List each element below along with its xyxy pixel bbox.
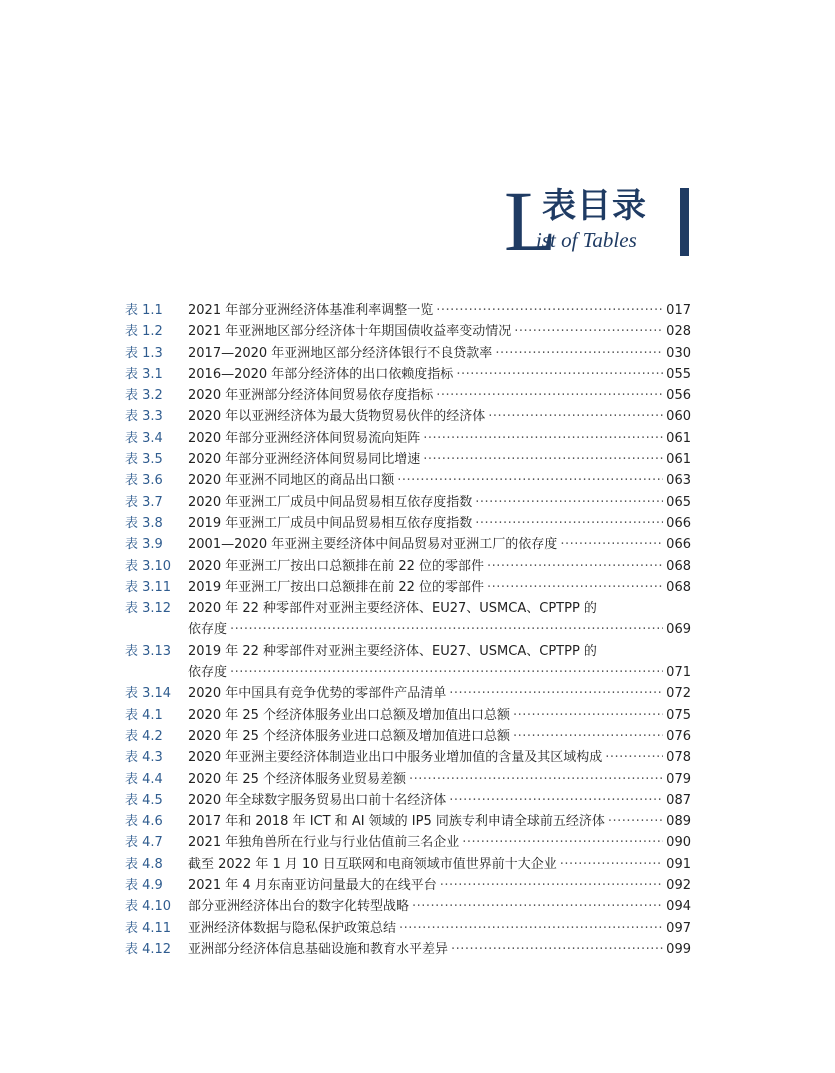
- toc-entry-title: 依存度: [188, 665, 228, 681]
- toc-entry[interactable]: [125, 811, 691, 832]
- toc-leader-dots: [513, 726, 663, 747]
- toc-entry-title: 2020 年以亚洲经济体为最大货物贸易伙伴的经济体: [188, 409, 486, 425]
- toc-leader-dots: [605, 747, 663, 768]
- toc-entry[interactable]: [125, 556, 691, 577]
- toc-entry-number: 表 3.8: [125, 515, 163, 531]
- toc-entry-number: 表 3.5: [125, 452, 163, 468]
- toc-entry-title: 2020 年 22 种零部件对亚洲主要经济体、EU27、USMCA、CPTPP 的: [188, 601, 597, 617]
- toc-entry-title: 2020 年部分亚洲经济体间贸易流向矩阵: [188, 430, 421, 446]
- toc-entry-number: 表 4.7: [125, 835, 163, 851]
- toc-entry[interactable]: [125, 300, 691, 321]
- toc-leader-dots: [560, 854, 663, 875]
- toc-leader-dots: [423, 449, 663, 470]
- toc-entry[interactable]: [125, 577, 691, 598]
- toc-entry-number: 表 4.4: [125, 771, 163, 787]
- toc-leader-dots: [397, 470, 663, 491]
- toc-entry[interactable]: [125, 598, 691, 641]
- toc-leader-dots: [514, 321, 663, 342]
- toc-leader-dots: [475, 513, 663, 534]
- toc-leader-dots: [487, 556, 663, 577]
- toc-entry-page: 066: [666, 515, 691, 531]
- toc-entry-number: 表 3.4: [125, 430, 163, 446]
- toc-entry-number: 表 3.3: [125, 409, 163, 425]
- toc-entry-title: 2021 年部分亚洲经济体基准利率调整一览: [188, 303, 434, 318]
- toc-entry-page: 071: [666, 665, 691, 681]
- toc-entry-title: 2001—2020 年亚洲主要经济体中间品贸易对亚洲工厂的依存度: [188, 537, 558, 553]
- toc-leader-dots: [560, 534, 663, 555]
- heading-title-en: ist of Tables: [536, 228, 637, 252]
- toc-leader-dots: [449, 683, 663, 704]
- toc-entry-page: 065: [666, 494, 691, 510]
- toc-entry[interactable]: [125, 705, 691, 726]
- toc-entry-title: 2016—2020 年部分经济体的出口依赖度指标: [188, 366, 454, 382]
- toc-entry[interactable]: [125, 939, 691, 960]
- toc-entry-page: 072: [666, 686, 691, 702]
- toc-entry-number: 表 4.9: [125, 878, 163, 894]
- toc-entry[interactable]: [125, 513, 691, 534]
- heading-decorative-letter: L: [504, 173, 557, 269]
- toc-entry-title: 2019 年亚洲工厂按出口总额排在前 22 位的零部件: [188, 579, 485, 595]
- toc-entry[interactable]: [125, 790, 691, 811]
- toc-entry-number: 表 3.14: [125, 686, 172, 702]
- toc-entry-title: 2019 年 22 种零部件对亚洲主要经济体、EU27、USMCA、CPTPP 的: [188, 643, 597, 659]
- toc-entry-title: 2017—2020 年亚洲地区部分经济体银行不良贷款率: [188, 345, 493, 361]
- toc-leader-dots: [436, 385, 663, 406]
- toc-entry-title: 亚洲经济体数据与隐私保护政策总结: [188, 920, 397, 936]
- toc-entry[interactable]: [125, 747, 691, 768]
- toc-leader-dots: [436, 300, 663, 321]
- toc-entry-title: 2020 年亚洲不同地区的商品出口额: [188, 473, 395, 489]
- toc-entry[interactable]: [125, 896, 691, 917]
- toc-entry-number: 表 3.6: [125, 473, 163, 489]
- toc-leader-dots: [230, 619, 663, 640]
- toc-leader-dots: [488, 406, 663, 427]
- toc-entry-number: 表 4.10: [125, 899, 172, 915]
- toc-entry-page: 091: [666, 856, 691, 872]
- toc-entry-title: 部分亚洲经济体出台的数字化转型战略: [188, 899, 410, 915]
- toc-entry-title: 亚洲部分经济体信息基础设施和教育水平差异: [188, 941, 449, 957]
- toc-entry[interactable]: [125, 683, 691, 704]
- toc-leader-dots: [449, 790, 663, 811]
- toc-entry-number: 表 3.2: [125, 388, 163, 404]
- toc-entry-number: 表 1.3: [125, 345, 163, 361]
- toc-entry-title: 2020 年全球数字服务贸易出口前十名经济体: [188, 792, 447, 808]
- toc-leader-dots: [475, 492, 663, 513]
- toc-entry[interactable]: [125, 428, 691, 449]
- toc-entry-page: 063: [666, 473, 691, 489]
- table-list: [125, 300, 691, 960]
- toc-leader-dots: [423, 428, 663, 449]
- toc-entry[interactable]: [125, 832, 691, 853]
- heading-accent-bar: [680, 188, 689, 256]
- toc-entry-title: 2019 年亚洲工厂成员中间品贸易相互依存度指数: [188, 515, 473, 531]
- toc-entry-page: 017: [666, 303, 691, 318]
- toc-entry[interactable]: [125, 854, 691, 875]
- toc-entry-number: 表 3.11: [125, 579, 172, 595]
- toc-entry-page: 094: [666, 899, 691, 915]
- toc-leader-dots: [513, 705, 663, 726]
- toc-entry[interactable]: [125, 875, 691, 896]
- toc-entry[interactable]: [125, 492, 691, 513]
- toc-entry-number: 表 3.12: [125, 601, 172, 617]
- toc-entry-page: 075: [666, 707, 691, 723]
- toc-entry-page: 061: [666, 430, 691, 446]
- toc-entry-page: 097: [666, 920, 691, 936]
- toc-entry-page: 079: [666, 771, 691, 787]
- toc-entry-page: 089: [666, 814, 691, 830]
- toc-entry-page: 061: [666, 452, 691, 468]
- toc-entry-number: 表 4.3: [125, 750, 163, 766]
- toc-entry-page: 056: [666, 388, 691, 404]
- toc-entry-title: 2020 年 25 个经济体服务业出口总额及增加值出口总额: [188, 707, 511, 723]
- toc-entry-title: 2020 年亚洲主要经济体制造业出口中服务业增加值的含量及其区域构成: [188, 750, 603, 766]
- toc-entry-page: 030: [666, 345, 691, 361]
- toc-entry-page: 087: [666, 792, 691, 808]
- toc-entry[interactable]: [125, 406, 691, 427]
- toc-entry-title: 2020 年部分亚洲经济体间贸易同比增速: [188, 452, 421, 468]
- toc-entry-page: 066: [666, 537, 691, 553]
- toc-entry-page: 068: [666, 558, 691, 574]
- toc-entry-page: 055: [666, 366, 691, 382]
- toc-entry-number: 表 3.7: [125, 494, 163, 510]
- toc-entry-page: 078: [666, 750, 691, 766]
- toc-entry-page: 099: [666, 941, 691, 957]
- toc-entry-number: 表 3.10: [125, 558, 172, 574]
- toc-entry-page: 028: [666, 324, 691, 340]
- toc-entry-page: 076: [666, 728, 691, 744]
- toc-entry-title: 2020 年 25 个经济体服务业贸易差额: [188, 771, 407, 787]
- toc-entry-title: 2020 年亚洲部分经济体间贸易依存度指标: [188, 388, 434, 404]
- toc-entry[interactable]: [125, 726, 691, 747]
- toc-entry-number: 表 4.8: [125, 856, 163, 872]
- toc-entry-page: 090: [666, 835, 691, 851]
- toc-entry-title: 2020 年亚洲工厂按出口总额排在前 22 位的零部件: [188, 558, 485, 574]
- toc-leader-dots: [608, 811, 663, 832]
- toc-entry[interactable]: [125, 918, 691, 939]
- toc-entry-number: 表 4.1: [125, 707, 163, 723]
- toc-entry-page: 068: [666, 579, 691, 595]
- toc-entry-title: 截至 2022 年 1 月 10 日互联网和电商领域市值世界前十大企业: [188, 856, 557, 872]
- toc-entry-number: 表 3.9: [125, 537, 163, 553]
- toc-leader-dots: [456, 364, 663, 385]
- toc-leader-dots: [409, 769, 663, 790]
- toc-entry-number: 表 4.11: [125, 920, 172, 936]
- toc-entry[interactable]: [125, 470, 691, 491]
- toc-entry[interactable]: [125, 343, 691, 364]
- toc-entry-title: 依存度: [188, 622, 228, 638]
- toc-entry[interactable]: [125, 641, 691, 684]
- toc-leader-dots: [230, 662, 663, 683]
- toc-entry-number: 表 3.1: [125, 366, 163, 382]
- toc-entry-page: 060: [666, 409, 691, 425]
- toc-entry-number: 表 4.12: [125, 941, 172, 957]
- toc-leader-dots: [399, 918, 663, 939]
- toc-entry[interactable]: [125, 364, 691, 385]
- toc-entry-number: 表 4.2: [125, 728, 163, 744]
- toc-entry-title: 2020 年中国具有竞争优势的零部件产品清单: [188, 686, 447, 702]
- toc-entry-title: 2017 年和 2018 年 ICT 和 AI 领域的 IP5 同族专利申请全球前五经济体: [188, 814, 605, 830]
- toc-entry-number: 表 4.5: [125, 792, 163, 808]
- list-of-tables-heading: [480, 173, 700, 269]
- toc-entry[interactable]: [125, 385, 691, 406]
- toc-entry[interactable]: [125, 769, 691, 790]
- toc-entry[interactable]: [125, 321, 691, 342]
- toc-entry-number: 表 1.2: [125, 324, 163, 340]
- toc-leader-dots: [440, 875, 663, 896]
- toc-entry-title: 2021 年独角兽所在行业与行业估值前三名企业: [188, 835, 460, 851]
- toc-entry-number: 表 4.6: [125, 814, 163, 830]
- toc-entry-title: 2021 年亚洲地区部分经济体十年期国债收益率变动情况: [188, 324, 512, 340]
- toc-entry-page: 092: [666, 878, 691, 894]
- toc-leader-dots: [495, 343, 663, 364]
- toc-entry-number: 表 1.1: [125, 303, 163, 318]
- toc-leader-dots: [451, 939, 663, 960]
- toc-entry-page: 069: [666, 622, 691, 638]
- toc-entry[interactable]: [125, 534, 691, 555]
- toc-leader-dots: [487, 577, 663, 598]
- toc-entry-title: 2020 年 25 个经济体服务业进口总额及增加值进口总额: [188, 728, 511, 744]
- toc-leader-dots: [412, 896, 663, 917]
- toc-entry-number: 表 3.13: [125, 643, 172, 659]
- heading-title-cn: 表目录: [542, 186, 647, 226]
- toc-entry-title: 2021 年 4 月东南亚访问量最大的在线平台: [188, 878, 437, 894]
- toc-leader-dots: [462, 832, 663, 853]
- toc-entry-title: 2020 年亚洲工厂成员中间品贸易相互依存度指数: [188, 494, 473, 510]
- toc-entry[interactable]: [125, 449, 691, 470]
